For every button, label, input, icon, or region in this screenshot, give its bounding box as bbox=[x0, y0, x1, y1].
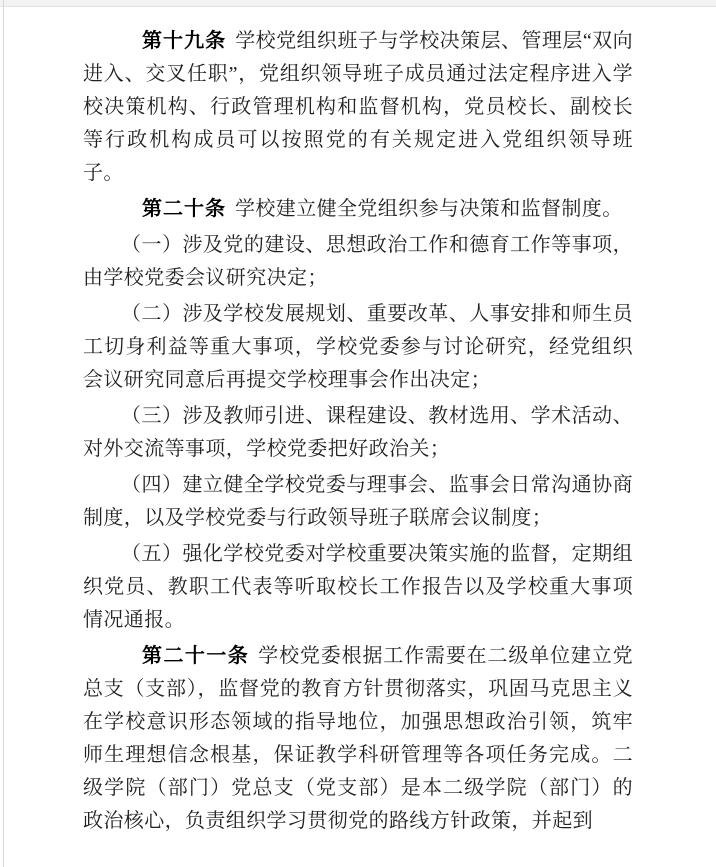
paragraph bbox=[83, 298, 633, 397]
article-text-block bbox=[83, 25, 633, 841]
article-number: 第二十一条 bbox=[142, 645, 250, 667]
article-number: 第十九条 bbox=[142, 30, 227, 52]
paragraph bbox=[83, 538, 633, 637]
paragraph-text: 学校党委根据工作需要在二级单位建立党总支（支部），监督党的教育方针贯彻落实，巩固马克思主义在学校意识形态领域的指导地位，加强思想政治引领，筑牢师生理想信念根基，保证教学科研管理等各项任务完成。二级学院（部门）党总支（党支部）是本二级学院（部门）的政治核心，负责组织学习贯彻党的路线方针政策，并起到 bbox=[83, 645, 634, 832]
paragraph bbox=[83, 25, 633, 190]
paragraph-text: （三）涉及教师引进、课程建设、教材选用、学术活动、对外交流等事项，学校党委把好政治关； bbox=[83, 405, 633, 460]
viewer-top-edge bbox=[0, 0, 716, 7]
paragraph-text: （四）建立健全学校党委与理事会、监事会日常沟通协商制度，以及学校党委与行政领导班子联席会议制度； bbox=[83, 474, 633, 529]
paragraph-text: （五）强化学校党委对学校重要决策实施的监督，定期组织党员、教职工代表等听取校长工作报告以及学校重大事项情况通报。 bbox=[83, 543, 633, 631]
paragraph-text: 学校建立健全党组织参与决策和监督制度。 bbox=[235, 198, 623, 220]
paragraph bbox=[83, 400, 633, 466]
article-number: 第二十条 bbox=[142, 198, 226, 220]
paragraph-text: （一）涉及党的建设、思想政治工作和德育工作等事项，由学校党委会议研究决定； bbox=[83, 234, 633, 289]
paragraph bbox=[83, 640, 633, 838]
document-page bbox=[4, 7, 716, 867]
paragraph bbox=[83, 469, 633, 535]
paragraph-text: （二）涉及学校发展规划、重要改革、人事安排和师生员工切身利益等重大事项，学校党委参与讨论研究，经党组织会议研究同意后再提交学校理事会作出决定； bbox=[83, 303, 633, 391]
paragraph bbox=[83, 193, 633, 226]
paragraph-text: 学校党组织班子与学校决策层、管理层“双向进入、交叉任职”，党组织领导班子成员通过法定程序进入学校决策机构、行政管理机构和监督机构，党员校长、副校长等行政机构成员可以按照党的有关规定进入党组织领导班子。 bbox=[83, 30, 633, 184]
paragraph bbox=[83, 229, 633, 295]
